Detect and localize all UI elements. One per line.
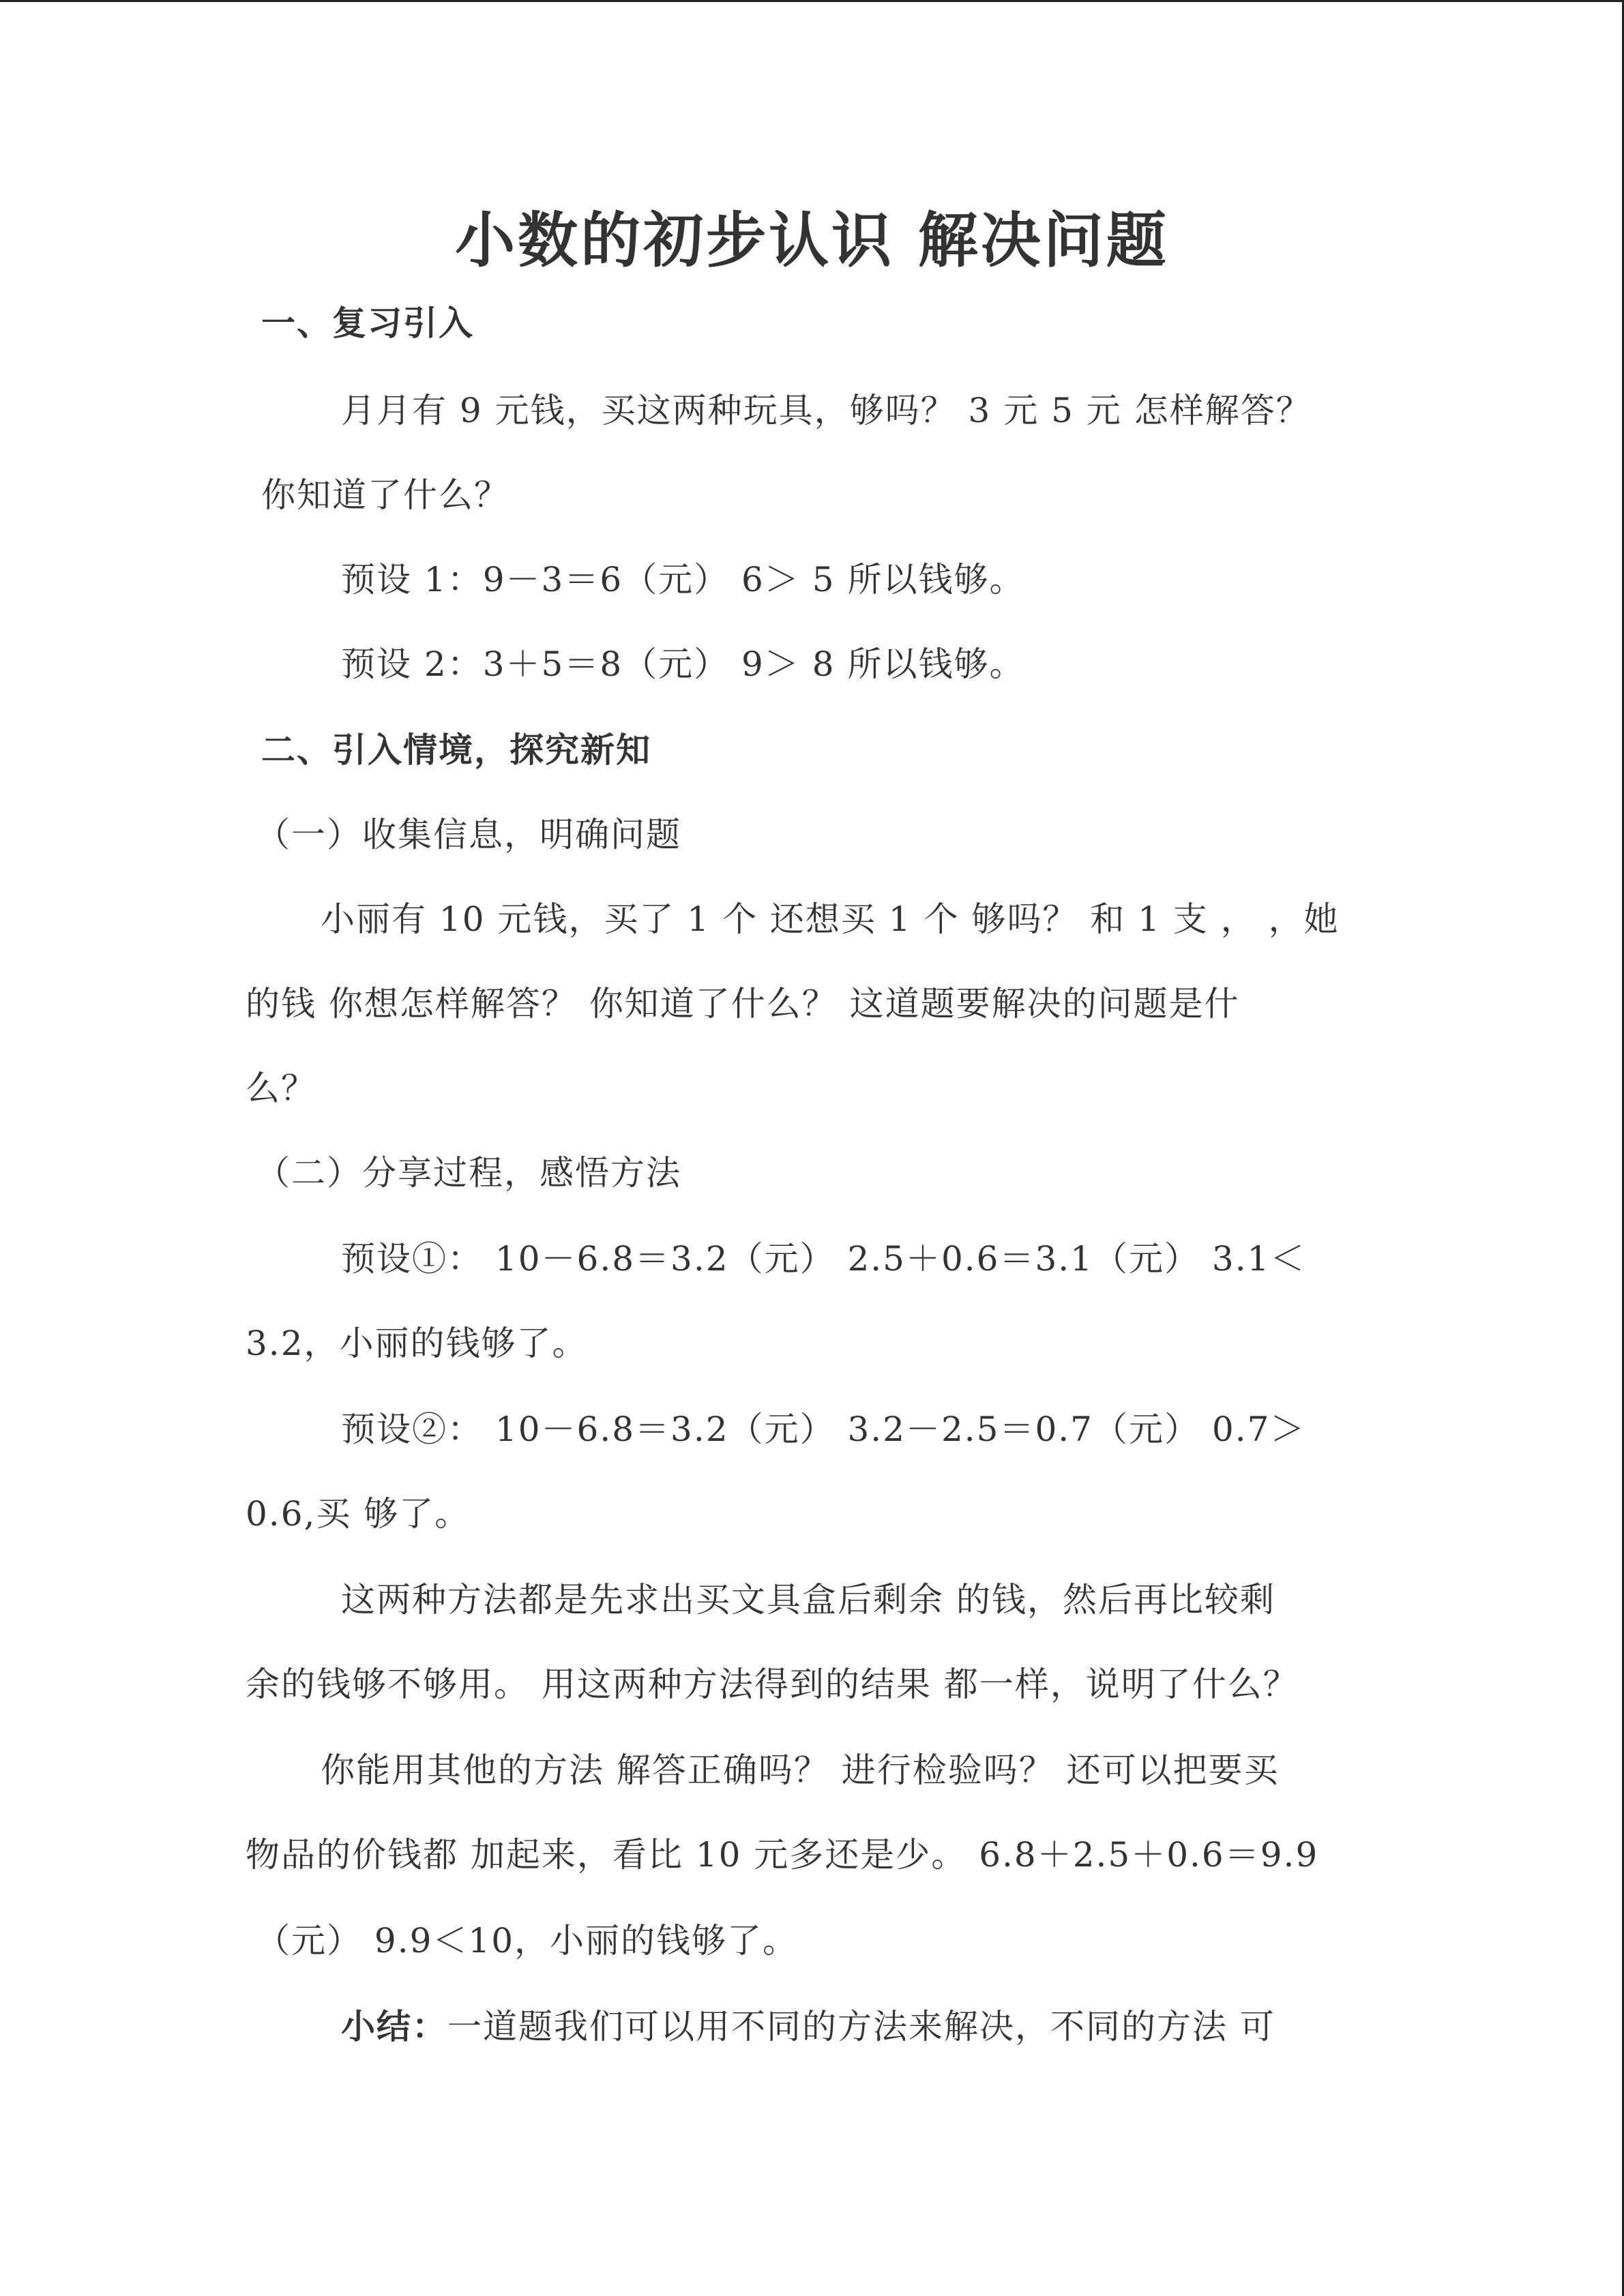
preset-line-2: 预设 2：3＋5＝8（元） 9＞ 8 所以钱够。 (341, 644, 1025, 684)
paragraph-line: 预设①： 10－6.8＝3.2（元） 2.5＋0.6＝3.1（元） 3.1＜ (341, 1239, 1306, 1279)
paragraph-line: 0.6,买 够了。 (246, 1494, 471, 1534)
paragraph-line: 月月有 9 元钱，买这两种玩具，够吗？ 3 元 5 元 怎样解答？ (341, 391, 1312, 430)
summary-label: 小结： (341, 2007, 447, 2046)
paragraph-line: 的钱 你想怎样解答？ 你知道了什么？ 这道题要解决的问题是什 (246, 984, 1240, 1024)
subsection-heading: （一）收集信息，明确问题 (256, 815, 681, 854)
summary-text: 一道题我们可以用不同的方法来解决，不同的方法 可 (447, 2007, 1275, 2046)
preset-line-1: 预设 1：9－3＝6（元） 6＞ 5 所以钱够。 (341, 560, 1025, 599)
summary-line (341, 2005, 1275, 2048)
paragraph-line: 预设②： 10－6.8＝3.2（元） 3.2－2.5＝0.7（元） 0.7＞ (341, 1410, 1306, 1449)
page-title: 小数的初步认识 解决问题 (455, 205, 1169, 275)
paragraph-line: 余的钱够不够用。 用这两种方法得到的结果 都一样，说明了什么？ (246, 1665, 1299, 1704)
paragraph-line: 3.2，小丽的钱够了。 (246, 1324, 588, 1363)
paragraph-line: 你能用其他的方法 解答正确吗？ 进行检验吗？ 还可以把要买 (321, 1750, 1280, 1790)
paragraph-line: 你知道了什么？ (261, 475, 510, 515)
paragraph-line: 物品的价钱都 加起来，看比 10 元多还是少。 6.8＋2.5＋0.6＝9.9 (246, 1835, 1319, 1875)
paragraph-line: 么？ (246, 1069, 316, 1108)
section-heading-review: 一、复习引入 (261, 303, 474, 343)
paragraph-line: （元） 9.9＜10，小丽的钱够了。 (256, 1921, 799, 1960)
section-heading-explore: 二、引入情境，探究新知 (261, 730, 651, 770)
paragraph-line: 小丽有 10 元钱，买了 1 个 还想买 1 个 够吗？ 和 1 支 ， ，她 (321, 899, 1340, 939)
paragraph-line: 这两种方法都是先求出买文具盒后剩余 的钱，然后再比较剩 (341, 1580, 1275, 1620)
subsection-heading: （二）分享过程，感悟方法 (256, 1153, 681, 1193)
